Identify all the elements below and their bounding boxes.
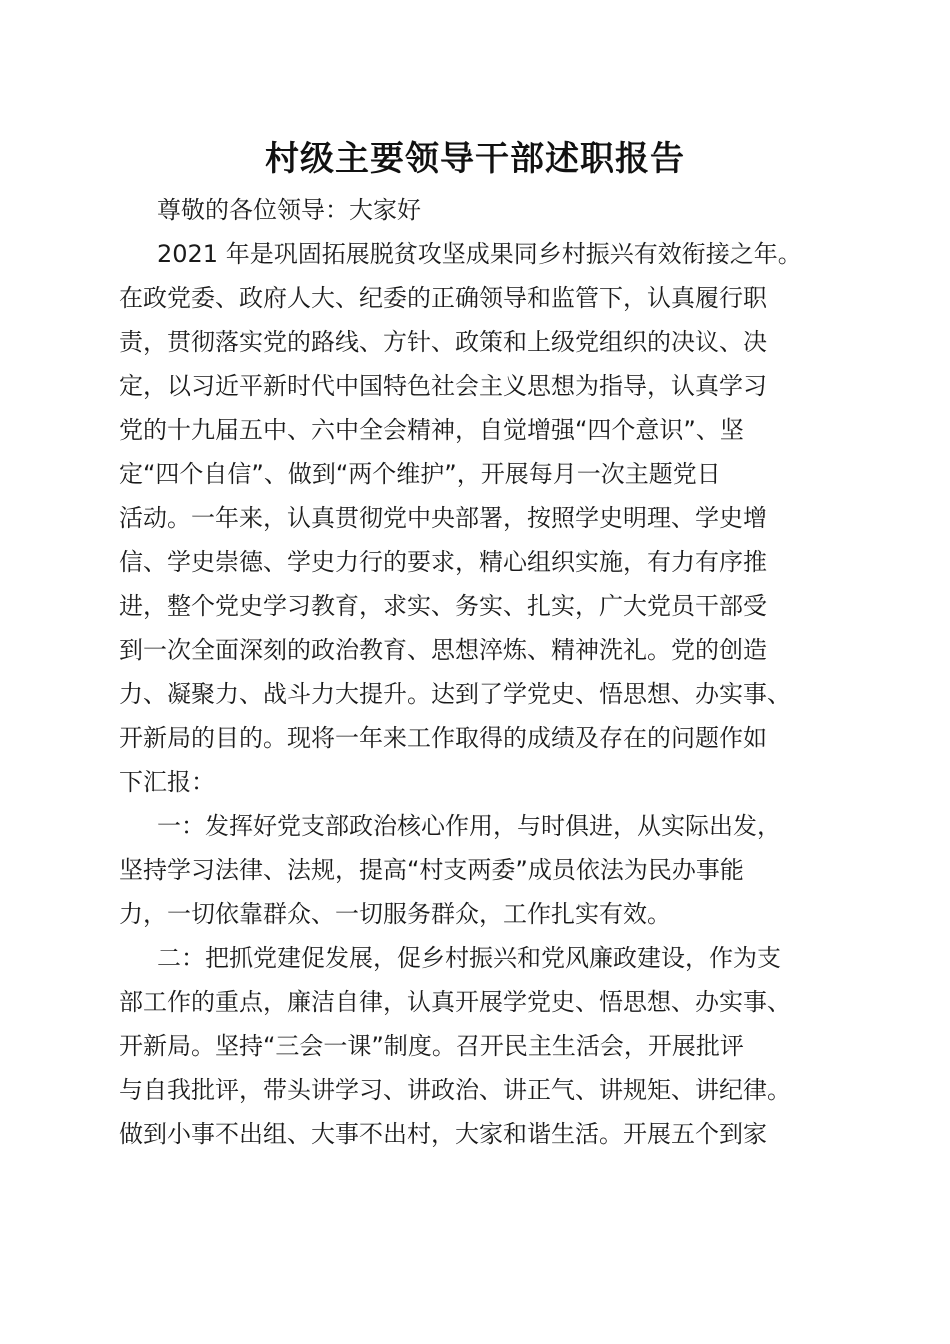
paragraph-1-line-2: 在政党委、政府人大、纪委的正确领导和监管下，认真履行职 [119, 284, 767, 312]
section-2-line-3: 开新局。坚持“三会一课”制度。召开民主生活会，开展批评 [119, 1032, 744, 1060]
section-1-line-1: 一：发挥好党支部政治核心作用，与时俱进，从实际出发， [157, 812, 781, 840]
document-body [119, 188, 843, 1156]
paragraph-1-line-3: 责，贯彻落实党的路线、方针、政策和上级党组织的决议、决 [119, 328, 767, 356]
paragraph-1-line-8: 信、学史崇德、学史力行的要求，精心组织实施，有力有序推 [119, 548, 767, 576]
paragraph-1-line-9: 进，整个党史学习教育，求实、务实、扎实，广大党员干部受 [119, 592, 767, 620]
paragraph-1-line-11: 力、凝聚力、战斗力大提升。达到了学党史、悟思想、办实事、 [119, 680, 791, 708]
paragraph-1-line-10: 到一次全面深刻的政治教育、思想淬炼、精神洗礼。党的创造 [119, 636, 767, 664]
paragraph-1-line-6: 定“四个自信”、做到“两个维护”，开展每月一次主题党日 [119, 460, 721, 488]
section-2-line-4: 与自我批评，带头讲学习、讲政治、讲正气、讲规矩、讲纪律。 [119, 1076, 791, 1104]
section-1-line-3: 力，一切依靠群众、一切服务群众，工作扎实有效。 [119, 900, 671, 928]
paragraph-1-line-7: 活动。一年来，认真贯彻党中央部署，按照学史明理、学史增 [119, 504, 767, 532]
paragraph-1-line-1: 2021 年是巩固拓展脱贫攻坚成果同乡村振兴有效衔接之年。 [157, 240, 802, 268]
section-2-line-2: 部工作的重点，廉洁自律，认真开展学党史、悟思想、办实事、 [119, 988, 791, 1016]
paragraph-1-line-12: 开新局的目的。现将一年来工作取得的成绩及存在的问题作如 [119, 724, 767, 752]
greeting-line: 尊敬的各位领导：大家好 [157, 196, 421, 224]
document-title: 村级主要领导干部述职报告 [265, 139, 685, 179]
section-2-line-1: 二：把抓党建促发展，促乡村振兴和党风廉政建设，作为支 [157, 944, 781, 972]
section-2-line-5: 做到小事不出组、大事不出村，大家和谐生活。开展五个到家 [119, 1120, 767, 1148]
paragraph-1-line-13: 下汇报： [119, 768, 215, 796]
paragraph-1-line-4: 定，以习近平新时代中国特色社会主义思想为指导，认真学习 [119, 372, 767, 400]
paragraph-1-line-5: 党的十九届五中、六中全会精神，自觉增强“四个意识”、坚 [119, 416, 744, 444]
section-1-line-2: 坚持学习法律、法规，提高“村支两委”成员依法为民办事能 [119, 856, 744, 884]
